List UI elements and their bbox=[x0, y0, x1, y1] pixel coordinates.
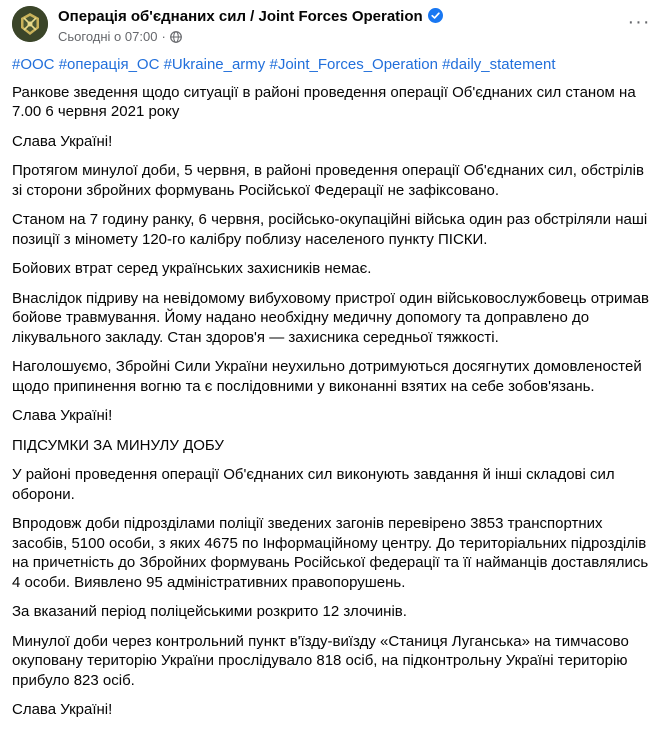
hashtag-link[interactable]: #Ukraine_army bbox=[163, 56, 266, 73]
post-paragraph: Наголошуємо, Збройні Сили України неухильно дотримуються досягнутих домовленостей щодо припинення вогню та є послідовними у виконанні взятих на себе зобов'язань. bbox=[12, 358, 642, 395]
avatar[interactable] bbox=[12, 6, 48, 42]
post-header bbox=[0, 0, 667, 50]
page-name[interactable] bbox=[58, 8, 443, 26]
hashtag-link[interactable]: #операція_ОС bbox=[58, 56, 160, 73]
jfo-emblem-icon bbox=[12, 6, 48, 42]
page-name-text[interactable]: Операція об'єднаних сил / Joint Forces Operation bbox=[58, 8, 423, 25]
post-paragraph: Станом на 7 годину ранку, 6 червня, російсько-окупаційні війська один раз обстріляли наші позиції з міномету 120-го калібру поблизу населеного пункту ПІСКИ. bbox=[12, 211, 648, 248]
verified-badge-icon bbox=[428, 8, 443, 23]
post-paragraph: Ранкове зведення щодо ситуації в районі проведення операції Об'єднаних сил станом на 7.00 6 червня 2021 року bbox=[12, 83, 636, 120]
hashtag-link[interactable]: #daily_statement bbox=[442, 56, 556, 73]
meta-separator: · bbox=[161, 29, 166, 44]
hashtag-link[interactable]: #ООС bbox=[12, 56, 55, 73]
post-paragraph: ПІДСУМКИ ЗА МИНУЛУ ДОБУ bbox=[12, 436, 224, 454]
post-paragraph: Протягом минулої доби, 5 червня, в районі проведення операції Об'єднаних сил, обстрілів зі сторони збройних формувань Російської Федерації не зафіксовано. bbox=[12, 162, 644, 199]
post-paragraph: У районі проведення операції Об'єднаних сил виконують завдання й інші складові сил оборони. bbox=[12, 466, 615, 503]
post-paragraph: Слава Україні! bbox=[12, 407, 113, 424]
more-options-button[interactable]: ··· bbox=[627, 11, 651, 33]
globe-icon[interactable] bbox=[170, 31, 182, 43]
hashtag-line bbox=[12, 55, 652, 75]
post-paragraph: Слава Україні! bbox=[12, 701, 113, 718]
post-paragraph: Минулої доби через контрольний пункт в'їзду-виїзду «Станиця Луганська» на тимчасово окуповану територію України прослідувало 818 осіб, на підконтрольну Україні територію прибуло 823 осіб. bbox=[12, 632, 629, 689]
hashtag-link[interactable]: #Joint_Forces_Operation bbox=[269, 56, 438, 73]
post-paragraph: Бойових втрат серед українських захисників немає. bbox=[12, 260, 372, 277]
post-timestamp[interactable]: Сьогодні о 07:00 bbox=[58, 29, 158, 44]
post-paragraph: За вказаний період поліцейськими розкрито 12 злочинів. bbox=[12, 603, 407, 620]
post-paragraph: Впродовж доби підрозділами поліції зведених загонів перевірено 3853 транспортних засобів, 5100 особи, з яких 4675 по Інформаційному центру. До територіальних підрозділів на причетність до Збройних формувань Російської федерації та її найманців доставлялись 4 особи. Виявлено 95 адміністративних правопорушень. bbox=[12, 515, 649, 591]
post-meta bbox=[58, 29, 182, 45]
post-paragraph: Внаслідок підриву на невідомому вибуховому пристрої один військовослужбовець отримав бойове травмування. Йому надано необхідну медичну допомогу та доправлено до лікувального закладу. Стан здоров'я — захисника середньої тяжкості. bbox=[12, 289, 650, 346]
post-body bbox=[12, 55, 652, 730]
post-paragraph: Слава Україні! bbox=[12, 132, 113, 150]
